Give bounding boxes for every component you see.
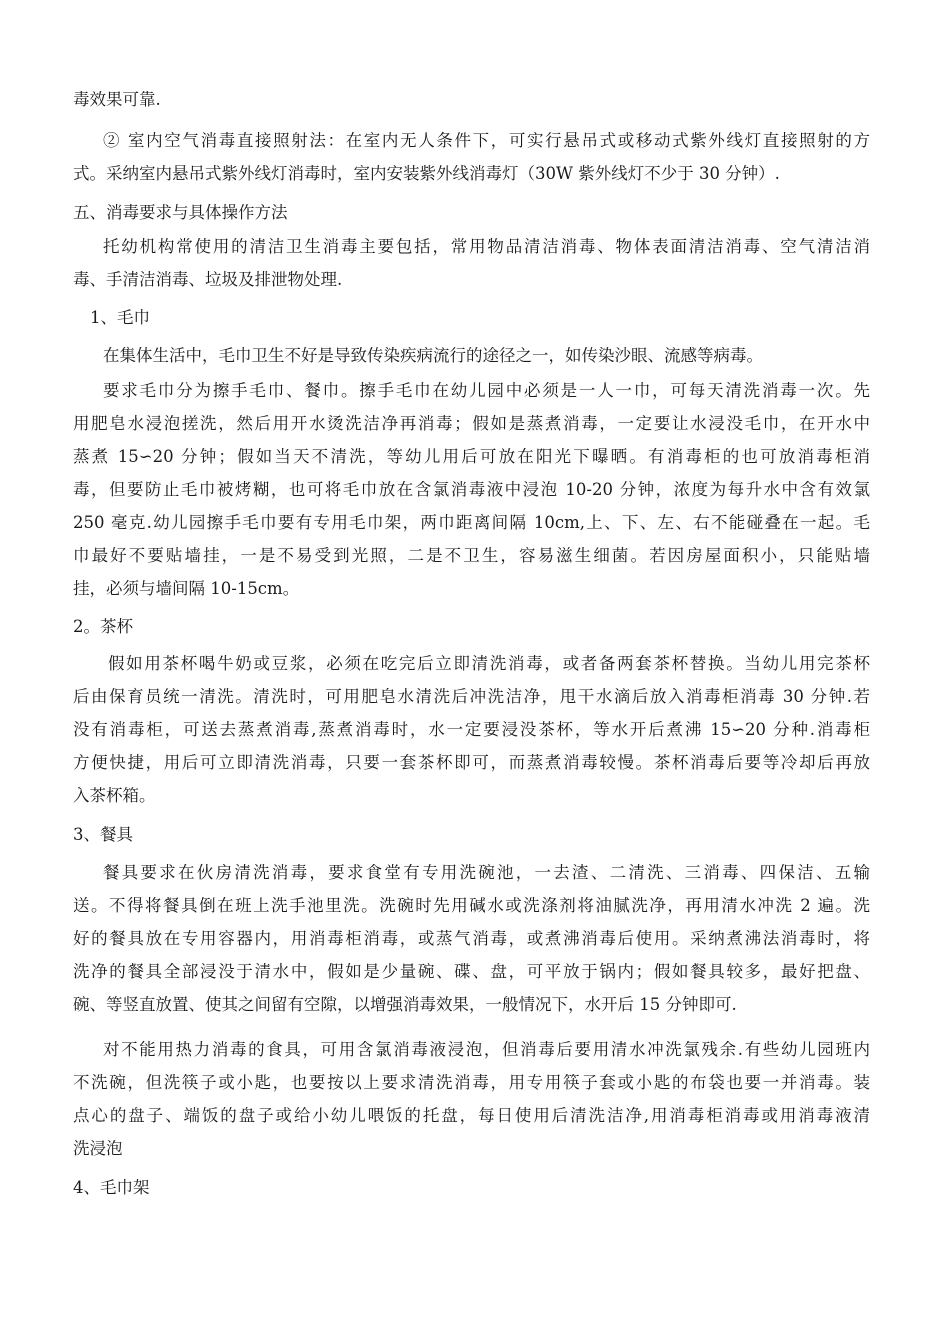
- paragraph-line: 蒸煮 15∽20 分钟；假如当天不清洗，等幼儿用后可放在阳光下曝晒。有消毒柜的也可放消毒柜消: [73, 447, 870, 466]
- paragraph-line: 托幼机构常使用的清洁卫生消毒主要包括，常用物品清洁消毒、物体表面清洁消毒、空气清洁消: [103, 237, 870, 256]
- paragraph-line: 不洗碗，但洗筷子或小匙，也要按以上要求清洗消毒，用专用筷子套或小匙的布袋也要一并消毒。装: [73, 1073, 870, 1092]
- paragraph-line: 巾最好不要贴墙挂，一是不易受到光照，二是不卫生，容易滋生细菌。若因房屋面积小，只能贴墙: [73, 546, 870, 565]
- paragraph-line: 后由保育员统一清洗。清洗时，可用肥皂水清洗后冲洗洁净，甩干水滴后放入消毒柜消毒 30 分钟.若: [73, 687, 870, 706]
- paragraph-line: 洗浸泡: [73, 1139, 123, 1158]
- subsection-heading: 2。茶杯: [73, 617, 133, 636]
- paragraph-line: 洗净的餐具全部浸没于清水中，假如是少量碗、碟、盘，可平放于锅内；假如餐具较多，最好把盘、: [73, 962, 870, 981]
- paragraph-line: 在集体生活中，毛巾卫生不好是导致传染疾病流行的途径之一，如传染沙眼、流感等病毒。: [103, 346, 763, 365]
- paragraph-line: 入茶杯箱。: [73, 786, 156, 805]
- paragraph-line: 250 毫克.幼儿园擦手毛巾要有专用毛巾架，两巾距离间隔 10cm,上、下、左、右不能碰叠在一起。毛: [73, 513, 870, 532]
- paragraph-line: 毒，但要防止毛巾被烤糊，也可将毛巾放在含氯消毒液中浸泡 10-20 分钟，浓度为每升水中含有效氯: [73, 480, 870, 499]
- paragraph-line: 要求毛巾分为擦手毛巾、餐巾。擦手毛巾在幼儿园中必须是一人一巾，可每天清洗消毒一次。先: [103, 381, 870, 400]
- paragraph-line: 挂，必须与墙间隔 10-15cm。: [73, 579, 300, 598]
- paragraph-line: 方便快捷，用后可立即清洗消毒，只要一套茶杯即可，而蒸煮消毒较慢。茶杯消毒后要等冷却后再放: [73, 753, 870, 772]
- paragraph-line: 送。不得将餐具倒在班上洗手池里洗。洗碗时先用碱水或洗涤剂将油腻洗净，再用清水冲洗 2 遍。洗: [73, 896, 870, 915]
- section-heading: 五、消毒要求与具体操作方法: [73, 203, 288, 222]
- paragraph-line: 假如用茶杯喝牛奶或豆浆，必须在吃完后立即清洗消毒，或者备两套茶杯替换。当幼儿用完茶杯: [108, 654, 870, 673]
- paragraph-line: 点心的盘子、端饭的盘子或给小幼儿喂饭的托盘，每日使用后清洗洁净,用消毒柜消毒或用消毒液清: [73, 1106, 870, 1125]
- paragraph-line: 碗、等竖直放置、使其之间留有空隙，以增强消毒效果，一般情况下，水开后 15 分钟即可.: [73, 995, 737, 1014]
- paragraph-line: 式。采纳室内悬吊式紫外线灯消毒时，室内安装紫外线消毒灯（30W 紫外线灯不少于 30 分钟）.: [73, 164, 780, 183]
- paragraph-line: 对不能用热力消毒的食具，可用含氯消毒液浸泡，但消毒后要用清水冲洗氯残余.有些幼儿园班内: [103, 1040, 870, 1059]
- subsection-heading: 3、餐具: [73, 825, 133, 844]
- paragraph-line: 用肥皂水浸泡搓洗，然后用开水烫洗洁净再消毒；假如是蒸煮消毒，一定要让水浸没毛巾，在开水中: [73, 414, 870, 433]
- paragraph-line: ② 室内空气消毒直接照射法：在室内无人条件下，可实行悬吊式或移动式紫外线灯直接照射的方: [103, 131, 870, 150]
- paragraph-line: 餐具要求在伙房清洗消毒，要求食堂有专用洗碗池，一去渣、二清洗、三消毒、四保洁、五输: [103, 863, 870, 882]
- subsection-heading: 4、毛巾架: [73, 1178, 150, 1197]
- paragraph-line: 毒效果可靠.: [73, 90, 161, 109]
- paragraph-line: 好的餐具放在专用容器内，用消毒柜消毒，或蒸气消毒，或煮沸消毒后使用。采纳煮沸法消毒时，将: [73, 929, 870, 948]
- subsection-heading: 1、毛巾: [90, 308, 150, 327]
- paragraph-line: 毒、手清洁消毒、垃圾及排泄物处理.: [73, 270, 343, 289]
- paragraph-line: 没有消毒柜，可送去蒸煮消毒,蒸煮消毒时，水一定要浸没茶杯，等水开后煮沸 15∽20 分种.消毒柜: [73, 720, 870, 739]
